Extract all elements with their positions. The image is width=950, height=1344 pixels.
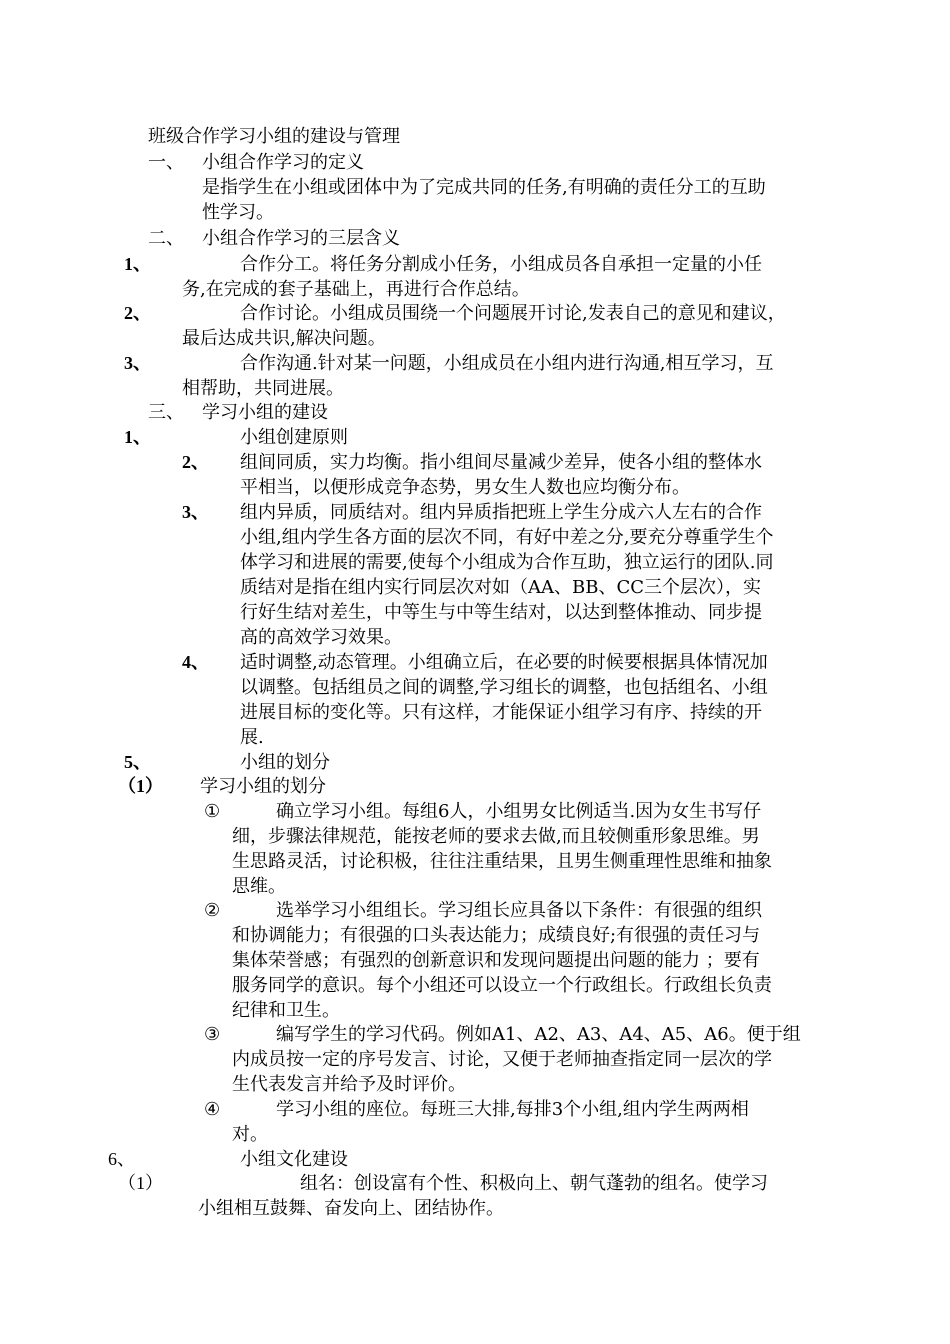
list-item-number: 3、 xyxy=(182,502,209,522)
list-item-text: 展. xyxy=(240,727,264,748)
sub-item-text: 组名：创设富有个性、积极向上、朝气蓬勃的组名。使学习 xyxy=(300,1173,768,1194)
list-item-text: 组内异质，同质结对。组内异质指把班上学生分成六人左右的合作 xyxy=(240,502,762,523)
list-item-text: 合作沟通.针对某一问题，小组成员在小组内进行沟通,相互学习，互 xyxy=(240,353,774,374)
list-item-text: 集体荣誉感；有强烈的创新意识和发现问题提出问题的能力 ；要有 xyxy=(232,950,760,971)
section-2-number: 二、 xyxy=(148,228,184,249)
list-item-text: 相帮助，共同进展。 xyxy=(182,378,344,399)
list-item-number: 3、 xyxy=(124,353,151,373)
list-item-text: 以调整。包括组员之间的调整,学习组长的调整，也包括组名、小组 xyxy=(240,677,768,698)
list-item-text: 小组文化建设 xyxy=(240,1149,348,1170)
list-item-text: 行好生结对差生，中等生与中等生结对，以达到整体推动、同步提 xyxy=(240,602,762,623)
list-item-number: 5、 xyxy=(124,752,151,772)
list-item-text: 细，步骤法律规范，能按老师的要求去做,而且较侧重形象思维。男 xyxy=(232,826,760,847)
list-item-text: 最后达成共识,解决问题。 xyxy=(182,328,386,349)
sub-item-text: 小组相互鼓舞、奋发向上、团结协作。 xyxy=(198,1198,504,1219)
sub-item-number: （1） xyxy=(118,776,163,796)
list-item-number: 2、 xyxy=(124,303,151,323)
sub-item-text: 学习小组的划分 xyxy=(200,776,326,797)
list-item-number: 4、 xyxy=(182,652,209,672)
list-item-text: 选举学习小组组长。学习组长应具备以下条件：有很强的组织 xyxy=(276,900,762,921)
list-item-text: 思维。 xyxy=(232,876,286,897)
list-item-text: 小组创建原则 xyxy=(240,427,348,448)
list-item-text: 合作分工。将任务分割成小任务，小组成员各自承担一定量的小任 xyxy=(240,254,762,275)
list-item-text: 编写学生的学习代码。例如A1、A2、A3、A4、A5、A6。便于组 xyxy=(276,1024,801,1045)
section-1-number: 一、 xyxy=(148,152,184,173)
list-item-text: 高的高效学习效果。 xyxy=(240,627,402,648)
circled-number-4: ④ xyxy=(204,1099,221,1120)
list-item-text: 对。 xyxy=(232,1124,268,1145)
list-item-text: 质结对是指在组内实行同层次对如（AA、BB、CC三个层次），实 xyxy=(240,577,761,598)
circled-number-2: ② xyxy=(204,900,221,921)
list-item-number: 2、 xyxy=(182,452,209,472)
section-2-heading: 小组合作学习的三层含义 xyxy=(202,228,400,249)
list-item-text: 体学习和进展的需要,使每个小组成为合作互助，独立运行的团队.同 xyxy=(240,552,774,573)
list-item-text: 合作讨论。小组成员围绕一个问题展开讨论,发表自己的意见和建议， xyxy=(240,303,786,324)
list-item-text: 和协调能力；有很强的口头表达能力；成绩良好;有很强的责任习与 xyxy=(232,925,761,946)
list-item-text: 务,在完成的套子基础上，再进行合作总结。 xyxy=(182,279,530,300)
list-item-text: 学习小组的座位。每班三大排,每排3个小组,组内学生两两相 xyxy=(276,1099,749,1120)
list-item-text: 确立学习小组。每组6人，小组男女比例适当.因为女生书写仔 xyxy=(276,801,762,822)
circled-number-3: ③ xyxy=(204,1024,221,1045)
list-item-text: 平相当，以便形成竞争态势，男女生人数也应均衡分布。 xyxy=(240,477,690,498)
list-item-text: 进展目标的变化等。只有这样，才能保证小组学习有序、持续的开 xyxy=(240,702,762,723)
list-item-text: 组间同质，实力均衡。指小组间尽量减少差异，使各小组的整体水 xyxy=(240,452,762,473)
section-1-heading: 小组合作学习的定义 xyxy=(202,152,364,173)
document-title: 班级合作学习小组的建设与管理 xyxy=(148,126,400,147)
list-item-text: 小组,组内学生各方面的层次不同，有好中差之分,要充分尊重学生个 xyxy=(240,527,774,548)
section-1-body-line: 是指学生在小组或团体中为了完成共同的任务,有明确的责任分工的互助 xyxy=(202,177,766,198)
section-3-heading: 学习小组的建设 xyxy=(202,402,328,423)
list-item-text: 服务同学的意识。每个小组还可以设立一个行政组长。行政组长负责 xyxy=(232,975,772,996)
list-item-text: 内成员按一定的序号发言、讨论，又便于老师抽查指定同一层次的学 xyxy=(232,1049,772,1070)
section-1-body-line: 性学习。 xyxy=(202,202,274,223)
list-item-number: 1、 xyxy=(124,254,151,274)
list-item-number: 1、 xyxy=(124,427,151,447)
list-item-text: 生思路灵活，讨论积极，往往注重结果，且男生侧重理性思维和抽象 xyxy=(232,851,772,872)
list-item-text: 纪律和卫生。 xyxy=(232,1000,340,1021)
list-item-text: 适时调整,动态管理。小组确立后，在必要的时候要根据具体情况加 xyxy=(240,652,768,673)
circled-number-1: ① xyxy=(204,801,221,822)
sub-item-number: （1） xyxy=(118,1173,163,1193)
list-item-text: 生代表发言并给予及时评价。 xyxy=(232,1074,466,1095)
list-item-number: 6、 xyxy=(108,1149,135,1169)
section-3-number: 三、 xyxy=(148,402,184,423)
list-item-text: 小组的划分 xyxy=(240,752,330,773)
